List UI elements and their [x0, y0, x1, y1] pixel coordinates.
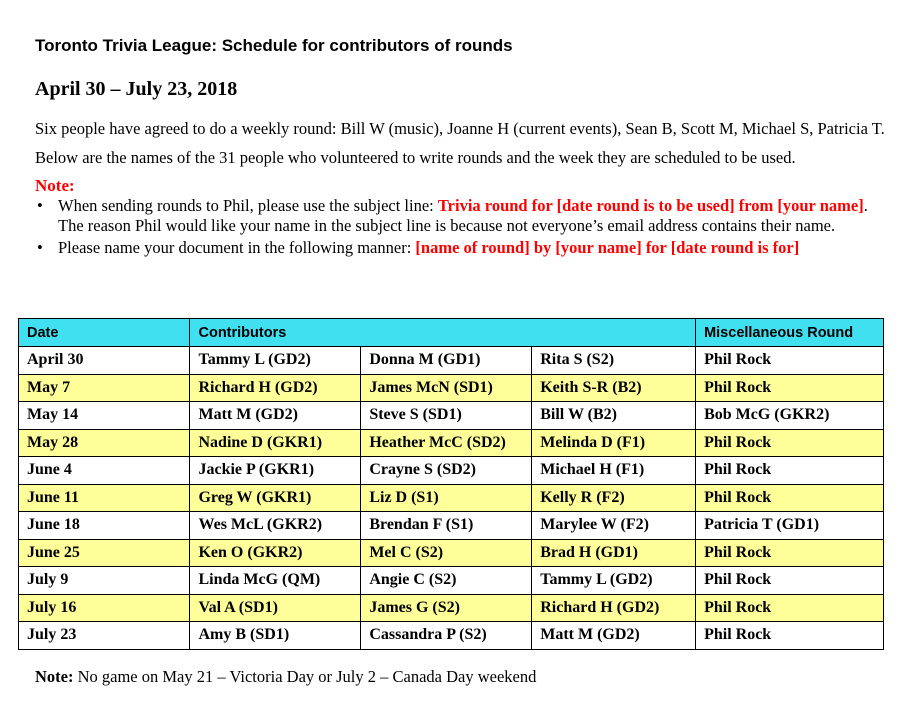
cell-date: July 9 [19, 567, 190, 595]
table-row [19, 347, 884, 375]
cell-contributor: Steve S (SD1) [361, 402, 532, 430]
intro-section [35, 118, 885, 260]
cell-contributor: Brendan F (S1) [361, 512, 532, 540]
bullet1-text: When sending rounds to Phil, please use the subject line: [58, 196, 438, 215]
cell-contributor: Tammy L (GD2) [532, 567, 696, 595]
table-row [19, 429, 884, 457]
intro-paragraph-volunteers: Below are the names of the 31 people who volunteered to write rounds and the week they are scheduled to be used. [35, 148, 796, 167]
table-header-row [19, 319, 884, 347]
bullet-icon: • [37, 196, 43, 215]
table-row [19, 539, 884, 567]
cell-contributor: Wes McL (GKR2) [190, 512, 361, 540]
cell-contributor: Angie C (S2) [361, 567, 532, 595]
cell-misc-round: Phil Rock [696, 622, 884, 650]
cell-contributor: Bill W (B2) [532, 402, 696, 430]
schedule-table-body [19, 347, 884, 650]
cell-misc-round: Phil Rock [696, 347, 884, 375]
table-row [19, 567, 884, 595]
note-bullet-subject-line [35, 196, 885, 236]
cell-contributor: Val A (SD1) [190, 594, 361, 622]
bullet1-text-end: . The reason Phil would like your name in the subject line is because not everyone’s email address contains their name. [58, 196, 868, 235]
bullet1-red-text: Trivia round for [date round is to be used] from [your name] [437, 196, 864, 215]
cell-contributor: Melinda D (F1) [532, 429, 696, 457]
note-bullet-document-name [35, 238, 885, 258]
cell-misc-round: Phil Rock [696, 374, 884, 402]
cell-contributor: Michael H (F1) [532, 457, 696, 485]
cell-contributor: Liz D (S1) [361, 484, 532, 512]
note-bullet-list [35, 196, 885, 258]
bullet2-red-text: [name of round] by [your name] for [date round is for] [415, 238, 800, 257]
cell-misc-round: Phil Rock [696, 429, 884, 457]
footer-note-text: No game on May 21 – Victoria Day or July 2 – Canada Day weekend [73, 667, 537, 686]
intro-paragraph-weekly: Six people have agreed to do a weekly round: Bill W (music), Joanne H (current events), Sean B, Scott M, Michael S, Patricia T. [35, 119, 885, 138]
table-row [19, 622, 884, 650]
cell-contributor: Richard H (GD2) [532, 594, 696, 622]
cell-contributor: Rita S (S2) [532, 347, 696, 375]
cell-misc-round: Patricia T (GD1) [696, 512, 884, 540]
cell-contributor: Marylee W (F2) [532, 512, 696, 540]
cell-date: May 14 [19, 402, 190, 430]
cell-misc-round: Phil Rock [696, 539, 884, 567]
table-row [19, 457, 884, 485]
header-date: Date [19, 319, 190, 347]
cell-misc-round: Phil Rock [696, 594, 884, 622]
cell-contributor: Amy B (SD1) [190, 622, 361, 650]
cell-contributor: Heather McC (SD2) [361, 429, 532, 457]
table-row [19, 374, 884, 402]
table-row [19, 484, 884, 512]
cell-contributor: Donna M (GD1) [361, 347, 532, 375]
cell-contributor: Keith S-R (B2) [532, 374, 696, 402]
cell-contributor: Nadine D (GKR1) [190, 429, 361, 457]
table-row [19, 594, 884, 622]
cell-date: June 11 [19, 484, 190, 512]
cell-date: June 25 [19, 539, 190, 567]
cell-contributor: Tammy L (GD2) [190, 347, 361, 375]
note-label: Note: [35, 176, 75, 195]
cell-misc-round: Phil Rock [696, 457, 884, 485]
cell-contributor: Matt M (GD2) [190, 402, 361, 430]
table-row [19, 512, 884, 540]
cell-contributor: Mel C (S2) [361, 539, 532, 567]
cell-date: June 18 [19, 512, 190, 540]
cell-date: July 16 [19, 594, 190, 622]
bullet-icon: • [37, 238, 43, 257]
cell-misc-round: Phil Rock [696, 484, 884, 512]
cell-contributor: Jackie P (GKR1) [190, 457, 361, 485]
footer-note [35, 667, 536, 687]
cell-contributor: Richard H (GD2) [190, 374, 361, 402]
table-row [19, 402, 884, 430]
cell-date: June 4 [19, 457, 190, 485]
cell-contributor: Cassandra P (S2) [361, 622, 532, 650]
date-range-heading: April 30 – July 23, 2018 [35, 78, 238, 100]
cell-misc-round: Phil Rock [696, 567, 884, 595]
header-misc-round: Miscellaneous Round [696, 319, 884, 347]
document-title: Toronto Trivia League: Schedule for contributors of rounds [35, 36, 513, 55]
cell-contributor: Greg W (GKR1) [190, 484, 361, 512]
cell-date: May 7 [19, 374, 190, 402]
cell-contributor: James G (S2) [361, 594, 532, 622]
cell-contributor: Ken O (GKR2) [190, 539, 361, 567]
cell-contributor: Crayne S (SD2) [361, 457, 532, 485]
cell-date: May 28 [19, 429, 190, 457]
cell-misc-round: Bob McG (GKR2) [696, 402, 884, 430]
cell-contributor: James McN (SD1) [361, 374, 532, 402]
header-contributors: Contributors [190, 319, 696, 347]
cell-contributor: Brad H (GD1) [532, 539, 696, 567]
cell-contributor: Kelly R (F2) [532, 484, 696, 512]
cell-date: April 30 [19, 347, 190, 375]
schedule-table [18, 318, 884, 650]
cell-date: July 23 [19, 622, 190, 650]
cell-contributor: Matt M (GD2) [532, 622, 696, 650]
cell-contributor: Linda McG (QM) [190, 567, 361, 595]
bullet2-text: Please name your document in the following manner: [58, 238, 416, 257]
footer-note-label: Note: [35, 667, 74, 686]
